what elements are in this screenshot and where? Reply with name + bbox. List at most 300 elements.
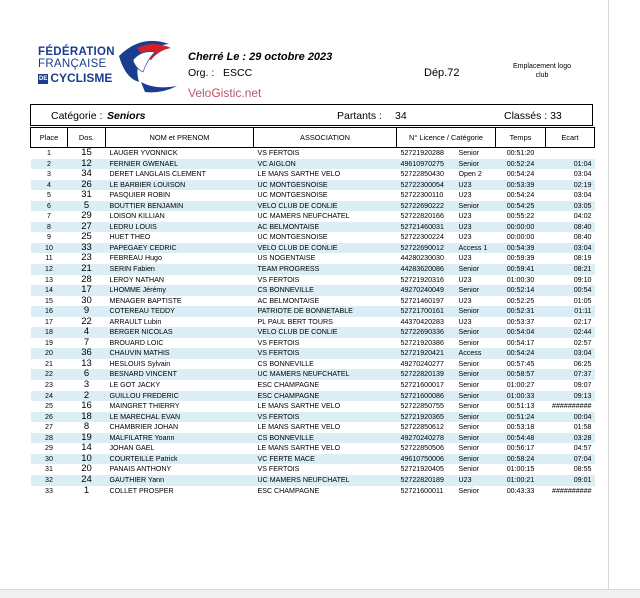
table-row — [31, 348, 595, 359]
name-cell: LOISON KILLIAN — [109, 212, 165, 221]
place-cell: 12 — [31, 264, 68, 275]
association-cell: VC AIGLON — [254, 159, 397, 170]
licence-number: 44283620086 — [400, 265, 444, 274]
category-bar — [30, 104, 593, 126]
site-part-2: G — [211, 86, 221, 100]
association-cell: US NOGENTAISE — [257, 254, 316, 263]
table-row — [31, 422, 595, 433]
dossard-cell: 30 — [81, 295, 92, 306]
table-row — [31, 486, 595, 497]
gap-cell: 02:57 — [573, 338, 592, 347]
association-cell: PL PAUL BERT TOURS — [257, 317, 333, 326]
category-tag: Senior — [458, 265, 480, 274]
dossard-cell: 9 — [68, 306, 106, 317]
name-cell: MALFILATRE Yoann — [106, 433, 254, 444]
table-row — [31, 327, 595, 338]
logo-line-1: FÉDÉRATION — [38, 46, 115, 58]
gap-cell: 02:19 — [546, 180, 595, 191]
place-cell: 2 — [31, 159, 68, 170]
dossard-cell: 18 — [68, 412, 106, 423]
licence-cell — [397, 148, 496, 159]
place-cell: 15 — [45, 296, 53, 305]
dossard-cell: 22 — [81, 316, 92, 327]
name-cell: LE MARECHAL EVAN — [106, 412, 254, 423]
category-tag: U23 — [458, 475, 472, 484]
licence-cell — [397, 159, 496, 170]
name-cell: GAUTHIER Yann — [106, 475, 254, 486]
place-cell: 8 — [31, 222, 68, 233]
place-cell: 18 — [31, 327, 68, 338]
place-cell: 11 — [45, 254, 53, 263]
licence-number: 52722850430 — [400, 170, 444, 179]
licence-cell — [397, 285, 496, 296]
table-row — [31, 359, 595, 370]
table-row — [31, 201, 595, 212]
association-cell: UC MAMERS NEUFCHATEL — [257, 212, 350, 221]
col-place: Place — [31, 128, 68, 148]
gap-cell: 07:04 — [546, 454, 595, 465]
logo-line-2: FRANÇAISE — [38, 58, 107, 70]
licence-number: 52721700161 — [400, 307, 444, 316]
logo-de: DE — [39, 75, 48, 82]
time-cell: 01:00:33 — [496, 391, 546, 402]
licence-cell — [397, 211, 496, 222]
table-row — [31, 454, 595, 465]
site-part-1: Velo — [188, 86, 212, 100]
category-tag: U23 — [458, 233, 472, 242]
licence-cell — [397, 338, 496, 349]
place-cell: 19 — [45, 338, 53, 347]
licence-cell — [397, 180, 496, 191]
gap-cell: 03:28 — [546, 433, 595, 444]
licence-cell — [397, 454, 496, 465]
dossard-cell: 26 — [68, 180, 106, 191]
licence-number: 52722820189 — [400, 475, 444, 484]
time-cell: 00:54:17 — [506, 338, 535, 347]
category-tag: Senior — [458, 454, 480, 463]
dossard-cell: 23 — [81, 253, 92, 264]
place-cell: 29 — [45, 444, 53, 453]
time-cell: 00:51:24 — [496, 412, 546, 423]
licence-cell — [397, 401, 496, 412]
place-cell: 9 — [47, 233, 51, 242]
category-tag: U23 — [458, 180, 472, 189]
place-cell: 1 — [47, 149, 51, 157]
time-cell: 00:58:57 — [496, 369, 546, 380]
association-cell: TEAM PROGRESS — [254, 264, 397, 275]
name-cell: LAUGER YVONNICK — [109, 149, 178, 157]
name-cell: BESNARD VINCENT — [106, 369, 254, 380]
association-cell: UC MONTGESNOISE — [254, 180, 397, 191]
association-cell: VS FERTOIS — [257, 149, 300, 157]
licence-number: 52722300224 — [400, 233, 444, 242]
licence-number: 49270240049 — [400, 286, 444, 295]
licence-cell — [397, 222, 496, 233]
place-cell: 28 — [31, 433, 68, 444]
time-cell: 00:52:24 — [496, 159, 546, 170]
time-cell: 00:54:24 — [506, 191, 535, 200]
time-cell: 00:57:45 — [506, 359, 535, 368]
name-cell: LE GOT JACKY — [109, 381, 161, 390]
place-cell: 13 — [45, 275, 53, 284]
licence-number: 52721920421 — [400, 349, 444, 358]
licence-number: 52721920386 — [400, 338, 444, 347]
table-row — [31, 159, 595, 170]
gap-cell: ########## — [552, 486, 592, 495]
place-cell: 22 — [31, 369, 68, 380]
licence-number: 52721920316 — [400, 275, 444, 284]
table-row — [31, 148, 595, 159]
gap-cell: 03:04 — [573, 191, 592, 200]
licence-cell — [397, 317, 496, 328]
licence-cell — [397, 464, 496, 475]
category-tag: Senior — [458, 307, 480, 316]
association-cell: AC BELMONTAISE — [254, 222, 397, 233]
dossard-cell: 29 — [81, 211, 92, 222]
dossard-cell: 33 — [68, 243, 106, 254]
time-cell: 00:54:04 — [496, 327, 546, 338]
gap-cell: 01:04 — [546, 159, 595, 170]
place-cell: 26 — [31, 412, 68, 423]
gap-cell: 02:44 — [546, 327, 595, 338]
gap-cell: 02:17 — [573, 317, 592, 326]
category-tag: Senior — [458, 465, 480, 474]
place-cell: 31 — [45, 465, 53, 474]
category-tag: Senior — [458, 328, 480, 337]
gap-cell: 01:05 — [573, 296, 592, 305]
table-row — [31, 443, 595, 454]
name-cell: BROUARD LOIC — [109, 338, 164, 347]
name-cell: LHOMME Jérémy — [106, 285, 254, 296]
category-tag: Senior — [458, 402, 480, 411]
time-cell: 01:00:21 — [496, 475, 546, 486]
name-cell: HUET THEO — [109, 233, 151, 242]
place-cell: 24 — [31, 391, 68, 402]
association-cell: LE MANS SARTHE VELO — [257, 444, 341, 453]
category-tag: Access — [458, 349, 482, 358]
category-tag: U23 — [458, 317, 472, 326]
gap-cell: 08:21 — [546, 264, 595, 275]
licence-number: 52721600017 — [400, 381, 444, 390]
licence-cell — [397, 412, 496, 423]
table-row — [31, 338, 595, 349]
licence-number: 52722690336 — [400, 328, 444, 337]
place-cell: 20 — [31, 348, 68, 359]
category-tag: U23 — [458, 212, 472, 221]
association-cell: CS BONNEVILLE — [254, 285, 397, 296]
category-tag: Senior — [458, 381, 480, 390]
association-cell: UC MONTGESNOISE — [257, 191, 328, 200]
category-tag: U23 — [458, 222, 472, 231]
name-cell: FEBREAU Hugo — [109, 254, 162, 263]
category-value: Seniors — [107, 110, 146, 122]
dossard-cell: 3 — [83, 380, 90, 391]
licence-cell — [397, 232, 496, 243]
table-row — [31, 369, 595, 380]
gap-cell: 09:07 — [573, 381, 592, 390]
cyclist-swoosh-icon — [111, 38, 183, 100]
time-cell: 00:54:24 — [496, 348, 546, 359]
time-cell: 00:56:17 — [506, 444, 535, 453]
licence-cell — [397, 190, 496, 201]
name-cell: FERNIER GWENAEL — [106, 159, 254, 170]
col-dossard: Dos. — [68, 128, 106, 148]
licence-cell — [397, 243, 496, 254]
licence-number: 49270240277 — [400, 359, 444, 368]
dossard-cell: 8 — [83, 422, 90, 433]
dossard-cell: 4 — [68, 327, 106, 338]
time-cell: 00:54:25 — [496, 201, 546, 212]
category-tag: Senior — [458, 486, 480, 495]
association-cell: PATRIOTE DE BONNETABLE — [254, 306, 397, 317]
name-cell: BERGER NICOLAS — [106, 327, 254, 338]
name-cell: MAINGRET THIERRY — [109, 402, 180, 411]
club-logo-placeholder: Emplacement logo club — [513, 63, 571, 79]
table-row — [31, 253, 595, 264]
gap-cell: 09:01 — [546, 475, 595, 486]
gap-cell: 01:58 — [573, 423, 592, 432]
category-tag: Senior — [458, 149, 480, 157]
time-cell: 00:54:39 — [496, 243, 546, 254]
association-cell: CS BONNEVILLE — [254, 433, 397, 444]
dossard-cell: 13 — [81, 358, 92, 369]
department: Dép.72 — [424, 67, 460, 79]
gap-cell: 09:10 — [573, 275, 592, 284]
name-cell: CHAMBRIER JOHAN — [109, 423, 179, 432]
licence-number: 52722850755 — [400, 402, 444, 411]
place-cell: 3 — [47, 170, 51, 179]
licence-cell — [397, 422, 496, 433]
time-cell: 00:00:00 — [496, 222, 546, 233]
time-cell: 00:43:33 — [506, 486, 535, 495]
licence-cell — [397, 359, 496, 370]
category-tag: Senior — [458, 433, 480, 442]
licence-cell — [397, 486, 496, 497]
category-tag: Senior — [458, 444, 480, 453]
licence-cell — [397, 327, 496, 338]
time-cell: 00:53:37 — [506, 317, 535, 326]
place-cell: 33 — [45, 486, 53, 495]
licence-cell — [397, 253, 496, 264]
gap-cell: ########## — [552, 402, 592, 411]
gap-cell: 08:40 — [546, 222, 595, 233]
dossard-cell: 10 — [68, 454, 106, 465]
licence-number: 52721600086 — [400, 391, 444, 400]
table-row — [31, 190, 595, 201]
licence-cell — [397, 264, 496, 275]
dossard-cell: 19 — [68, 433, 106, 444]
licence-number: 52722690012 — [400, 243, 444, 252]
org-label: Org. : — [188, 67, 215, 79]
licence-cell — [397, 306, 496, 317]
association-cell: ESC CHAMPAGNE — [254, 391, 397, 402]
dossard-cell: 31 — [81, 190, 92, 201]
time-cell: 00:00:00 — [506, 233, 535, 242]
col-licence: N° Licence / Catégorie — [397, 128, 496, 148]
association-cell: LE MANS SARTHE VELO — [257, 402, 341, 411]
partants-label: Partants : — [337, 110, 382, 122]
name-cell: COURTEILLE Patrick — [106, 454, 254, 465]
time-cell: 01:00:27 — [506, 381, 535, 390]
licence-number: 52721920405 — [400, 465, 444, 474]
table-row — [31, 433, 595, 444]
name-cell: COLLET PROSPER — [109, 486, 174, 495]
licence-number: 49610750006 — [400, 454, 444, 463]
gap-cell: 07:37 — [546, 369, 595, 380]
category-tag: Senior — [458, 412, 480, 421]
association-cell: VS FERTOIS — [257, 275, 300, 284]
table-row — [31, 475, 595, 486]
name-cell: PASQUIER ROBIN — [109, 191, 171, 200]
gap-cell: 04:02 — [573, 212, 592, 221]
table-row — [31, 243, 595, 254]
category-tag: Access 1 — [458, 243, 488, 252]
licence-number: 52722850612 — [400, 423, 444, 432]
licence-number: 49270240278 — [400, 433, 444, 442]
results-body — [31, 148, 595, 497]
gap-cell: 06:25 — [573, 359, 592, 368]
col-name: NOM et PRENOM — [106, 128, 254, 148]
gap-cell — [546, 148, 595, 159]
dossard-cell: 17 — [68, 285, 106, 296]
place-cell: 21 — [45, 359, 53, 368]
licence-cell — [397, 296, 496, 307]
category-tag: U23 — [458, 191, 472, 200]
gap-cell: 08:55 — [573, 465, 592, 474]
association-cell: UC MAMERS NEUFCHATEL — [254, 475, 397, 486]
time-cell: 00:52:25 — [506, 296, 535, 305]
event-title: Cherré Le : 29 octobre 2023 — [188, 51, 333, 63]
dossard-cell: 15 — [81, 147, 92, 158]
category-tag: U23 — [458, 275, 472, 284]
place-cell: 25 — [45, 402, 53, 411]
name-cell: LEROY NATHAN — [109, 275, 165, 284]
dossard-cell: 24 — [68, 475, 106, 486]
col-gap: Ecart — [546, 128, 595, 148]
category-tag: U23 — [458, 296, 472, 305]
association-cell: ESC CHAMPAGNE — [257, 486, 320, 495]
time-cell: 00:51:20 — [506, 149, 535, 157]
table-row — [31, 401, 595, 412]
time-cell: 00:59:41 — [496, 264, 546, 275]
name-cell: BOUTTIER BENJAMIN — [106, 201, 254, 212]
org-value: ESCC — [223, 67, 253, 79]
category-label: Catégorie : — [51, 110, 103, 122]
category-tag: U23 — [458, 254, 472, 263]
category-tag: Senior — [458, 338, 480, 347]
licence-cell — [397, 433, 496, 444]
gap-cell: 03:05 — [546, 201, 595, 212]
name-cell: PANAIS ANTHONY — [109, 465, 172, 474]
licence-number: 52722690222 — [400, 201, 444, 210]
licence-number: 52722850506 — [400, 444, 444, 453]
dossard-cell: 16 — [81, 401, 92, 412]
association-cell: VELO CLUB DE CONLIE — [254, 243, 397, 254]
name-cell: PAPEGAEY CEDRIC — [106, 243, 254, 254]
site-part-3: istic.net — [220, 86, 262, 100]
dossard-cell: 21 — [68, 264, 106, 275]
licence-cell — [397, 275, 496, 286]
time-cell: 00:55:22 — [506, 212, 535, 221]
licence-number: 44280230030 — [400, 254, 444, 263]
category-tag: Senior — [458, 159, 480, 168]
association-cell: LE MANS SARTHE VELO — [257, 170, 341, 179]
licence-number: 52722820139 — [400, 370, 444, 379]
place-cell: 5 — [47, 191, 51, 200]
place-cell: 17 — [45, 317, 53, 326]
name-cell: DERET LANGLAIS CLEMENT — [109, 170, 206, 179]
table-row — [31, 306, 595, 317]
place-cell: 30 — [31, 454, 68, 465]
gap-cell: 00:04 — [546, 412, 595, 423]
time-cell: 00:52:14 — [496, 285, 546, 296]
licence-cell — [397, 348, 496, 359]
dossard-cell: 14 — [81, 443, 92, 454]
velogistic-site — [188, 86, 261, 100]
organizer — [188, 67, 252, 79]
place-cell: 7 — [47, 212, 51, 221]
table-row — [31, 275, 595, 286]
dossard-cell: 12 — [68, 159, 106, 170]
ffc-logo — [38, 40, 168, 100]
name-cell: COTEREAU TEDDY — [106, 306, 254, 317]
gap-cell: 08:40 — [573, 233, 592, 242]
category-tag: Senior — [458, 201, 480, 210]
table-row — [31, 169, 595, 180]
time-cell: 00:54:48 — [496, 433, 546, 444]
dossard-cell: 7 — [83, 337, 90, 348]
col-time: Temps — [496, 128, 546, 148]
dossard-cell: 1 — [83, 485, 90, 496]
dossard-cell: 6 — [68, 369, 106, 380]
table-row — [31, 296, 595, 307]
gap-cell: 09:13 — [546, 391, 595, 402]
table-row — [31, 285, 595, 296]
licence-number: 52722820166 — [400, 212, 444, 221]
category-tag: Senior — [458, 286, 480, 295]
time-cell: 00:53:39 — [496, 180, 546, 191]
table-row — [31, 180, 595, 191]
time-cell: 00:53:18 — [506, 423, 535, 432]
dossard-cell: 34 — [81, 169, 92, 180]
gap-cell: 01:11 — [546, 306, 595, 317]
association-cell: VS FERTOIS — [254, 412, 397, 423]
time-cell: 00:59:39 — [506, 254, 535, 263]
name-cell: GUILLOU FREDERIC — [106, 391, 254, 402]
partants-value: 34 — [395, 110, 407, 122]
association-cell: VS FERTOIS — [254, 348, 397, 359]
name-cell: JOHAN GAEL — [109, 444, 155, 453]
gap-cell: 04:57 — [573, 444, 592, 453]
table-header-row — [31, 128, 595, 148]
licence-number: 52721920288 — [400, 149, 444, 157]
classes-count: Classés : 33 — [504, 110, 562, 122]
licence-cell — [397, 391, 496, 402]
category-tag: Senior — [458, 423, 480, 432]
licence-cell — [397, 169, 496, 180]
licence-number: 52722300054 — [400, 180, 444, 189]
table-row — [31, 211, 595, 222]
table-row — [31, 391, 595, 402]
place-cell: 10 — [31, 243, 68, 254]
name-cell: ARRAULT Lubin — [109, 317, 162, 326]
table-row — [31, 412, 595, 423]
place-cell: 23 — [45, 381, 53, 390]
category-tag: Senior — [458, 359, 480, 368]
dossard-cell: 20 — [81, 464, 92, 475]
licence-cell — [397, 201, 496, 212]
time-cell: 00:51:13 — [506, 402, 535, 411]
